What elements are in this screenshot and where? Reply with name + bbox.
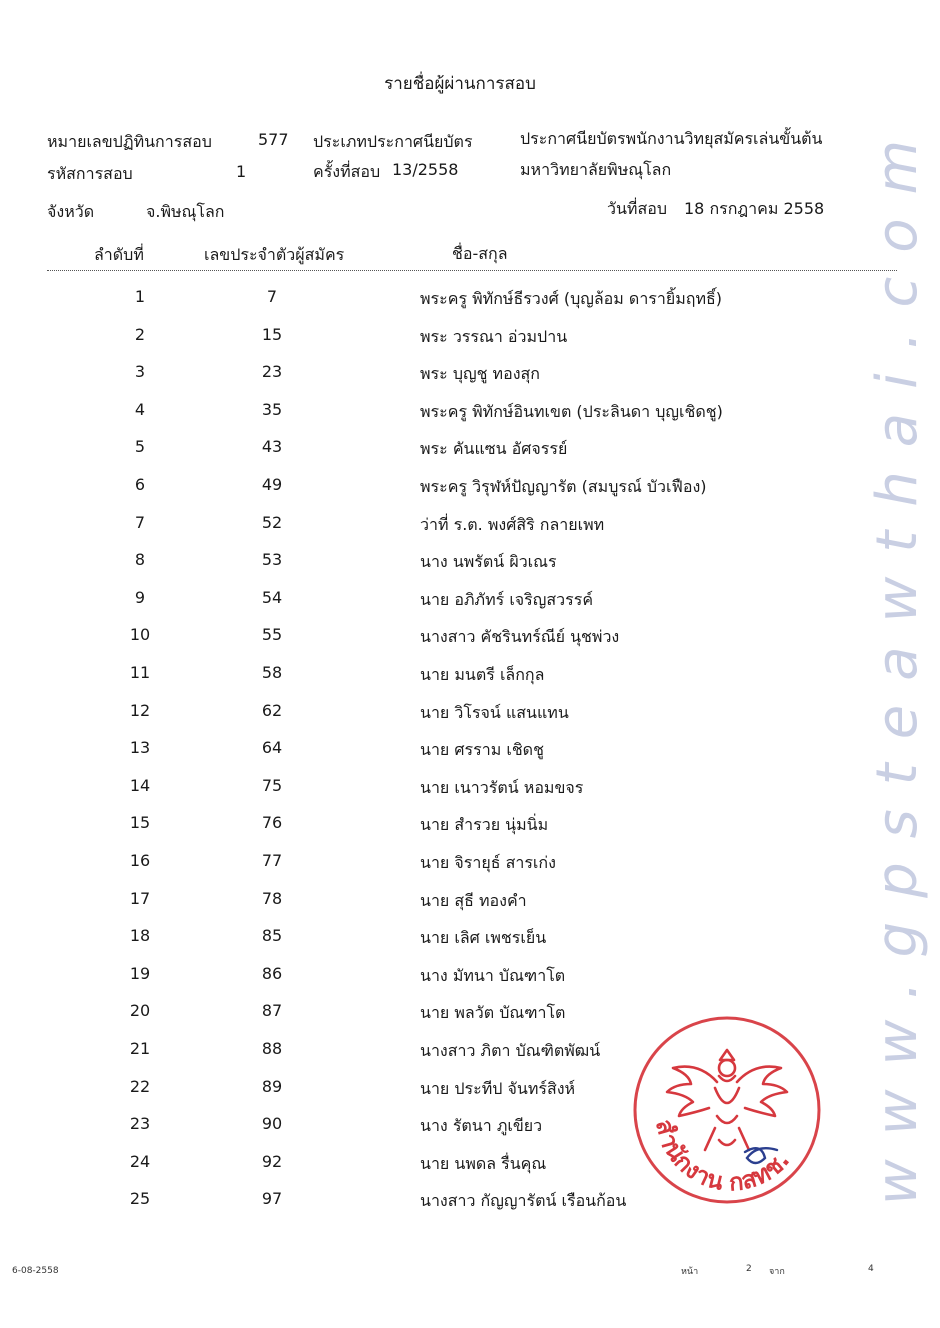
garuda-emblem-icon [667, 1050, 787, 1150]
row-number: 25 [129, 1189, 151, 1209]
table-row [0, 926, 940, 963]
applicant-id: 88 [261, 1039, 283, 1058]
page-number: 2 [746, 1264, 752, 1274]
table-row [0, 663, 940, 700]
applicant-id: 23 [261, 362, 283, 382]
seal-text: สำนักงาน กสทช. [649, 1116, 796, 1197]
applicant-name: นาย วิโรจน์ แสนแทน [420, 702, 569, 722]
applicant-id: 76 [261, 813, 283, 833]
row-number: 14 [129, 775, 151, 795]
table-row [0, 776, 940, 813]
of-label: จาก [769, 1267, 785, 1277]
row-number: 21 [129, 1039, 151, 1058]
row-number: 9 [134, 587, 146, 607]
row-number: 15 [129, 813, 151, 833]
applicant-id: 64 [261, 738, 283, 758]
table-row [0, 362, 940, 399]
table-row [0, 588, 940, 625]
row-number: 1 [134, 287, 146, 306]
applicant-id: 78 [261, 888, 283, 908]
applicant-name: นาย มนตรี เล็กกุล [420, 665, 545, 684]
table-row [0, 889, 940, 926]
applicant-name: นาย พลวัต บัณฑาโต [420, 1003, 566, 1023]
watermark-text: www.gpsteawthai.com [865, 115, 931, 1205]
row-number: 12 [129, 700, 151, 720]
row-number: 24 [129, 1151, 151, 1171]
row-number: 22 [129, 1076, 151, 1096]
row-number: 11 [129, 663, 151, 682]
round-label: ครั้งที่สอบ [313, 162, 381, 181]
applicant-id: 7 [266, 287, 278, 306]
cert-type-value: ประกาศนียบัตรพนักงานวิทยุสมัครเล่นขั้นต้น [520, 129, 823, 148]
approval-value: 577 [258, 130, 289, 149]
row-number: 20 [129, 1001, 151, 1021]
table-row [0, 475, 940, 512]
row-number: 5 [134, 437, 146, 457]
applicant-name: พระครู วิรุฬห์ปัญญารัต (สมบูรณ์ บัวเฟือง) [420, 477, 707, 496]
table-row [0, 813, 940, 850]
approval-label: หมายเลขปฏิทินการสอบ [47, 132, 212, 151]
applicant-name: พระครู พิทักษ์อินทเขต (ประลินดา บุญเชิดชู) [420, 401, 723, 421]
applicant-name: พระ วรรณา อ่วมปาน [420, 326, 568, 346]
row-number: 2 [134, 324, 146, 344]
applicant-name: นาย สุธี ทองคำ [420, 890, 527, 910]
table-row [0, 513, 940, 550]
applicant-name: นาย ประทีป จันทร์สิงห์ [420, 1078, 576, 1098]
applicant-name: นาง นพรัตน์ ผิวเณร [420, 552, 557, 572]
row-number: 23 [129, 1114, 151, 1134]
row-number: 18 [129, 926, 151, 946]
applicant-name: นาย สำรวย นุ่มนิ่ม [420, 815, 549, 835]
watermark [865, 105, 931, 1215]
table-row [0, 325, 940, 362]
applicant-id: 75 [261, 775, 283, 795]
column-header-no: ลำดับที่ [94, 245, 144, 264]
table-row [0, 738, 940, 775]
row-number: 4 [134, 399, 146, 419]
applicant-name: นางสาว กัญญารัตน์ เรือนก้อน [420, 1191, 627, 1211]
applicant-name: นาย จิรายุธ์ สารเก่ง [420, 853, 556, 872]
row-number: 19 [129, 963, 151, 983]
print-date: 6-08-2558 [12, 1266, 59, 1276]
row-number: 7 [134, 512, 146, 532]
applicant-id: 92 [261, 1151, 283, 1171]
table-row [0, 400, 940, 437]
applicant-name: พระครู พิทักษ์ธีรวงศ์ (บุญล้อม ดารายิ้มฤทธิ์) [420, 289, 723, 308]
applicant-name: พระ บุญชู ทองสุก [420, 364, 540, 384]
page-title: รายชื่อผู้ผ่านการสอบ [384, 74, 536, 94]
table-row [0, 287, 940, 324]
applicant-name: นางสาว ภิตา บัณฑิตพัฒน์ [420, 1041, 601, 1060]
applicant-name: นาย เลิศ เพชรเย็น [420, 928, 547, 948]
applicant-name: นาย นพดล รื่นคุณ [420, 1153, 547, 1173]
venue: มหาวิทยาลัยพิษณุโลก [520, 160, 672, 179]
round-value: 13/2558 [392, 160, 459, 179]
applicant-id: 87 [261, 1001, 283, 1021]
applicant-id: 54 [261, 587, 283, 607]
applicant-name: นาย ศรราม เชิดชู [420, 740, 544, 760]
applicant-name: นาง มัทนา บัณฑาโต [420, 965, 566, 985]
table-row [0, 437, 940, 474]
applicant-id: 77 [261, 851, 283, 870]
exam-date-label: วันที่สอบ [607, 199, 667, 218]
column-header-applicant-id: เลขประจำตัวผู้สมัคร [204, 245, 345, 264]
applicant-name: นาย อภิภัทร์ เจริญสวรรค์ [420, 589, 594, 609]
applicant-name: นาง รัตนา ภูเขียว [420, 1116, 543, 1136]
row-number: 13 [129, 738, 151, 758]
row-number: 10 [129, 625, 151, 645]
applicant-id: 43 [261, 437, 283, 457]
applicant-id: 35 [261, 399, 283, 419]
applicant-id: 53 [261, 550, 283, 570]
applicant-id: 49 [261, 475, 283, 494]
applicant-id: 58 [261, 663, 283, 682]
applicant-name: ว่าที่ ร.ต. พงศ์สิริ กลายเพท [420, 514, 605, 534]
applicant-id: 15 [261, 324, 283, 344]
table-row [0, 550, 940, 587]
applicant-id: 89 [261, 1076, 283, 1096]
exam-code-value: 1 [236, 162, 247, 181]
applicant-id: 55 [261, 625, 283, 645]
page-label: หน้า [681, 1267, 699, 1277]
row-number: 17 [129, 888, 151, 908]
table-row [0, 964, 940, 1001]
exam-date-value: 18 กรกฎาคม 2558 [684, 199, 825, 218]
column-header-name: ชื่อ-สกุล [452, 244, 508, 263]
row-number: 3 [134, 362, 146, 382]
exam-code-label: รหัสการสอบ [47, 164, 133, 183]
applicant-id: 90 [261, 1114, 283, 1134]
province-label: จังหวัด [47, 202, 95, 221]
header-separator [47, 270, 897, 271]
row-number: 8 [134, 550, 146, 570]
applicant-id: 62 [261, 700, 283, 720]
applicant-id: 52 [261, 512, 283, 532]
row-number: 6 [134, 475, 146, 494]
table-row [0, 625, 940, 662]
applicant-name: พระ คันแซน อัศจรรย์ [420, 439, 568, 459]
applicant-id: 97 [261, 1189, 283, 1209]
applicant-id: 86 [261, 963, 283, 983]
table-row [0, 701, 940, 738]
applicant-name: นางสาว คัชรินทร์ณีย์ นุชพ่วง [420, 627, 620, 647]
total-pages: 4 [868, 1264, 874, 1274]
province-value: จ.พิษณุโลก [146, 202, 225, 221]
table-row [0, 851, 940, 888]
applicant-id: 85 [261, 926, 283, 946]
applicant-name: นาย เนาวรัตน์ หอมขจร [420, 777, 584, 797]
official-seal [627, 1010, 827, 1210]
row-number: 16 [129, 851, 151, 870]
cert-type-label: ประเภทประกาศนียบัตร [313, 132, 473, 151]
